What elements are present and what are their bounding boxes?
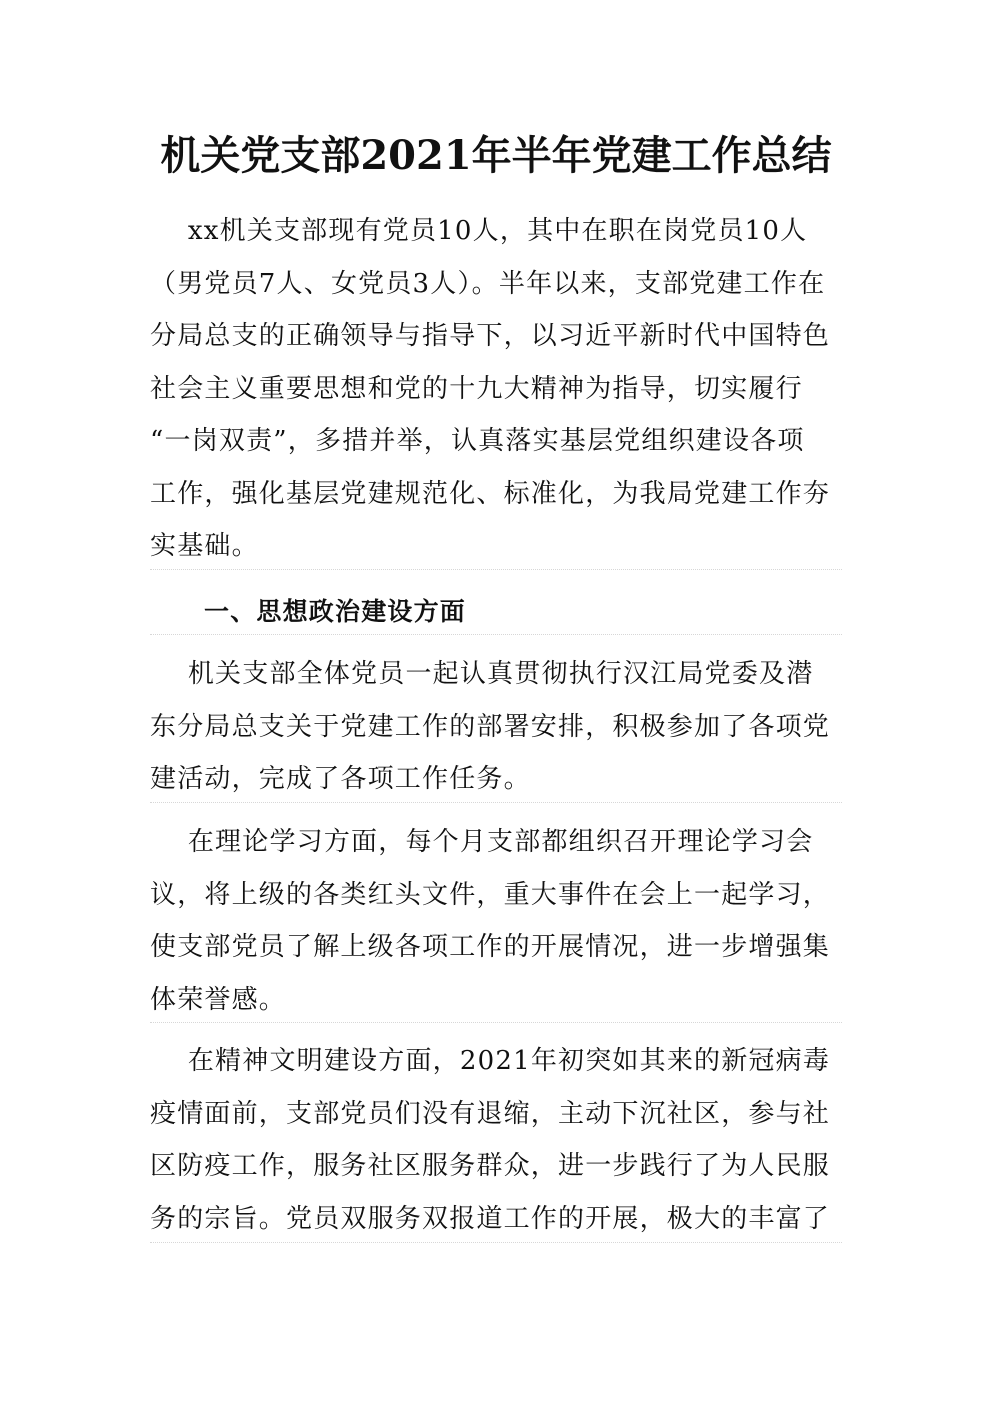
paragraph-line: 建活动，完成了各项工作任务。 xyxy=(150,764,531,794)
paragraph-line: 东分局总支关于党建工作的部署安排，积极参加了各项党 xyxy=(150,711,831,742)
paragraph-line: 在精神文明建设方面，2021年初突如其来的新冠病毒 xyxy=(150,1046,831,1076)
paragraph-line: 疫情面前，支部党员们没有退缩，主动下沉社区，参与社 xyxy=(150,1098,831,1129)
paragraph-line: 区防疫工作，服务社区服务群众，进一步践行了为人民服 xyxy=(150,1151,831,1181)
paragraph-divider xyxy=(150,569,842,570)
paragraph-divider xyxy=(150,1242,842,1243)
paragraph-line: 使支部党员了解上级各项工作的开展情况，进一步增强集 xyxy=(150,932,831,962)
intro-line: xx机关支部现有党员10人，其中在职在岗党员10人 xyxy=(150,216,808,246)
paragraph-line: 务的宗旨。党员双服务双报道工作的开展，极大的丰富了 xyxy=(150,1203,831,1234)
paragraph-divider xyxy=(150,802,842,803)
intro-paragraph xyxy=(150,205,840,573)
paragraph-divider xyxy=(150,1022,842,1023)
section-heading: 一、思想政治建设方面 xyxy=(204,597,467,626)
paragraph-line: 在理论学习方面，每个月支部都组织召开理论学习会 xyxy=(150,827,814,857)
paragraph-1 xyxy=(150,648,840,806)
intro-line: 社会主义重要思想和党的十九大精神为指导，切实履行 xyxy=(150,373,803,404)
intro-line: 实基础。 xyxy=(150,531,259,561)
section-heading-block xyxy=(150,586,840,639)
document-title: 机关党支部2021年半年党建工作总结 xyxy=(160,132,832,179)
intro-line: （男党员7人、女党员3人）。半年以来，支部党建工作在 xyxy=(150,268,826,299)
paragraph-divider xyxy=(150,634,842,635)
paragraph-line: 议，将上级的各类红头文件，重大事件在会上一起学习， xyxy=(150,879,831,910)
intro-line: “一岗双责”，多措并举，认真落实基层党组织建设各项 xyxy=(150,426,805,456)
paragraph-2 xyxy=(150,816,840,1026)
intro-line: 工作，强化基层党建规范化、标准化，为我局党建工作夯 xyxy=(150,478,831,509)
paragraph-3 xyxy=(150,1035,840,1245)
intro-line: 分局总支的正确领导与指导下，以习近平新时代中国特色 xyxy=(150,321,831,351)
paragraph-line: 体荣誉感。 xyxy=(150,984,287,1015)
paragraph-line: 机关支部全体党员一起认真贯彻执行汉江局党委及潜 xyxy=(150,659,814,689)
